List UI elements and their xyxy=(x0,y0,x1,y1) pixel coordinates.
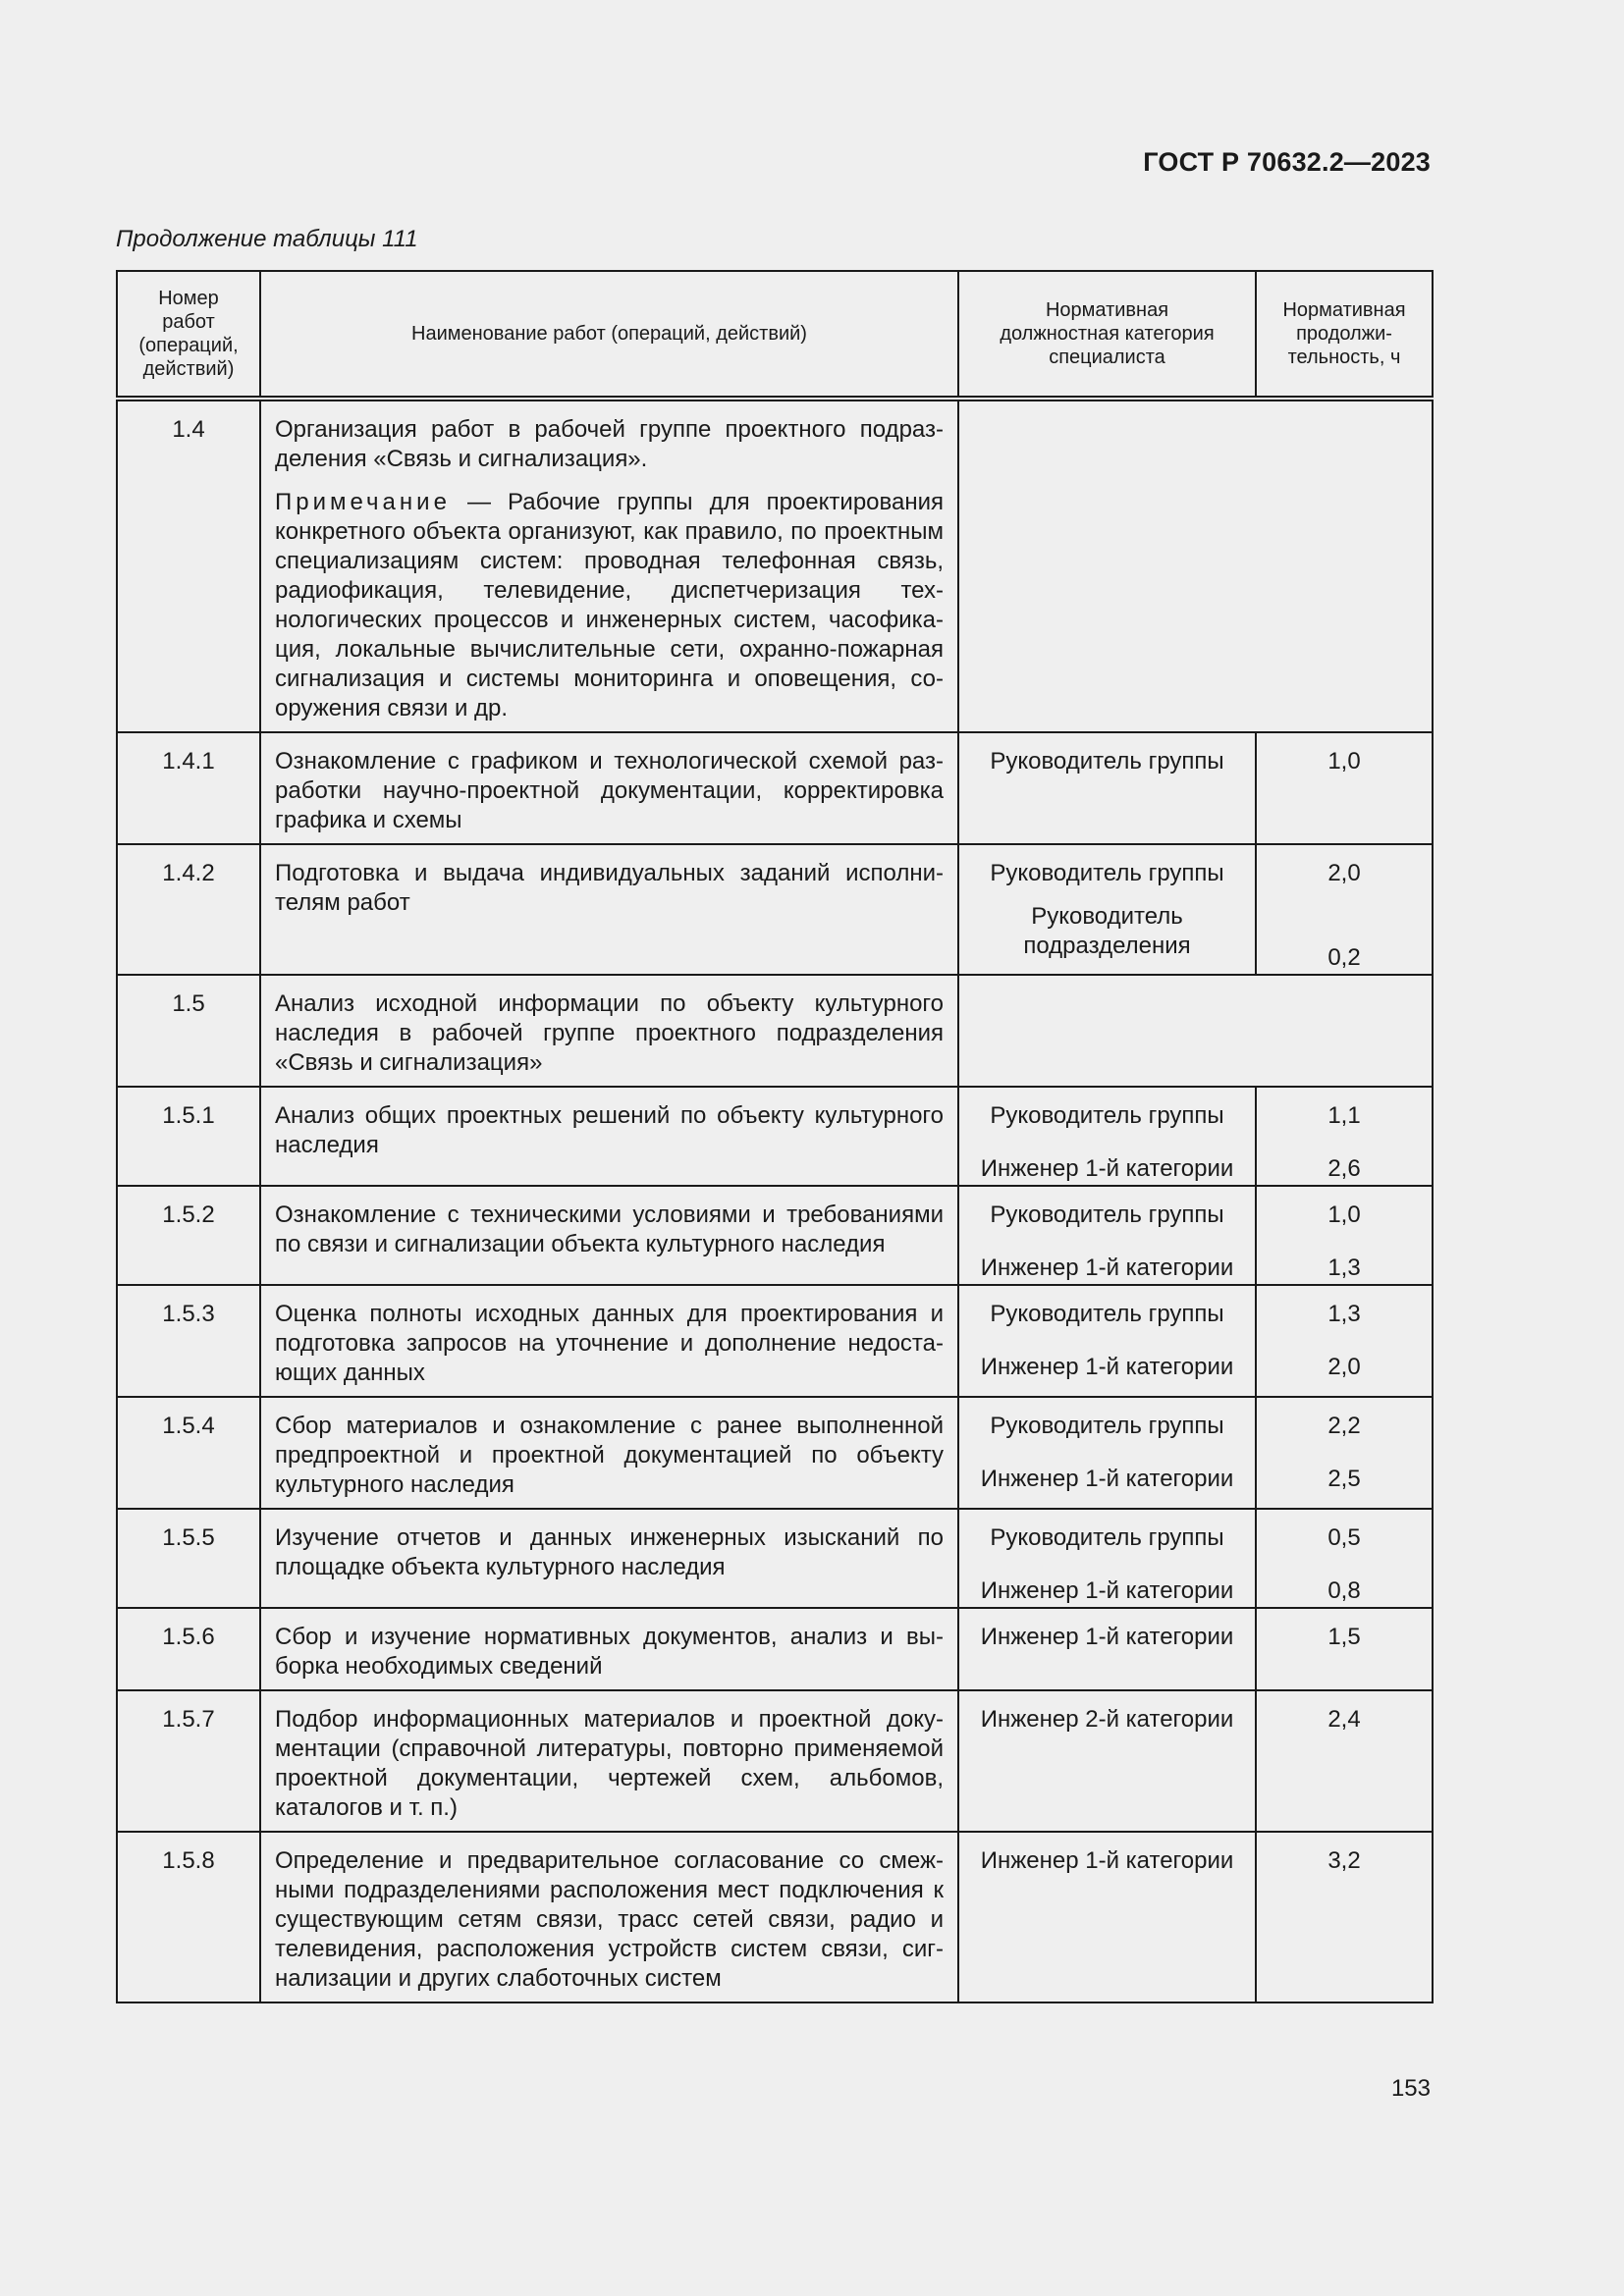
table-row xyxy=(117,1832,1433,2002)
row-duration: 0,5 0,8 xyxy=(1256,1509,1433,1608)
row-duration: 1,1 2,6 xyxy=(1256,1087,1433,1186)
row-duration: 1,5 xyxy=(1256,1608,1433,1690)
row-number: 1.5.8 xyxy=(117,1832,260,2002)
row-category: Руководитель группы xyxy=(958,732,1256,844)
table-row xyxy=(117,844,1433,975)
header-name: Наименование работ (операций, действий) xyxy=(260,271,958,399)
row-name: Подбор информационных материалов и проектной документации (справочной литературы, повторно применяемой проектной документации, чертежей схем, альбомов, каталогов и т. п.) xyxy=(260,1690,958,1832)
row-duration: 1,0 xyxy=(1256,732,1433,844)
table-row xyxy=(117,1285,1433,1397)
row-name: Определение и предварительное согласование со смежными подразделениями расположения мест подключения к существующим сетям связи, трасс сетей связи, радио и телевидения, расположения устройств систем связи, сигнализации и других слаботочных систем xyxy=(260,1832,958,2002)
document-code: ГОСТ Р 70632.2—2023 xyxy=(1143,147,1431,177)
row-category: Инженер 1-й категории xyxy=(958,1832,1256,2002)
row-duration: 1,3 2,0 xyxy=(1256,1285,1433,1397)
row-duration: 3,2 xyxy=(1256,1832,1433,2002)
table-row xyxy=(117,1186,1433,1285)
row-number: 1.5.6 xyxy=(117,1608,260,1690)
row-name: Организация работ в рабочей группе проектного подразделения «Связь и сигнализация». Примечание — Рабочие группы для проектирования конкретного объекта организуют, как правило, по проектным специализациям систем: проводная телефонная связь, радиофикация, телевидение, диспетчеризация технологических процессов и инженерных систем, часофикация, локальные вычислительные сети, охранно-пожарная сигнализация и системы мониторинга и оповещения, сооружения связи и др. xyxy=(260,399,958,732)
row-duration: 2,4 xyxy=(1256,1690,1433,1832)
row-category: Руководитель группы Инженер 1-й категории xyxy=(958,1186,1256,1285)
row-empty-cell xyxy=(958,975,1433,1087)
row-category: Руководитель группы Инженер 1-й категории xyxy=(958,1087,1256,1186)
row-name: Ознакомление с техническими условиями и требованиями по связи и сигнализации объекта культурного наследия xyxy=(260,1186,958,1285)
row-name: Анализ исходной информации по объекту культурного наследия в рабочей группе проектного подразделения «Связь и сигнализация» xyxy=(260,975,958,1087)
table-row xyxy=(117,1087,1433,1186)
row-number: 1.5.4 xyxy=(117,1397,260,1509)
row-duration: 1,0 1,3 xyxy=(1256,1186,1433,1285)
table-row xyxy=(117,732,1433,844)
row-category: Инженер 1-й категории xyxy=(958,1608,1256,1690)
row-number: 1.5.5 xyxy=(117,1509,260,1608)
row-name: Сбор материалов и ознакомление с ранее выполненной предпроектной и проектной документацией по объекту культурного наследия xyxy=(260,1397,958,1509)
table-row xyxy=(117,1690,1433,1832)
note-label: Примечание xyxy=(275,489,451,515)
row-category: Руководитель группы Инженер 1-й категории xyxy=(958,1285,1256,1397)
row-duration: 2,0 0,2 xyxy=(1256,844,1433,975)
table-row xyxy=(117,975,1433,1087)
row-category: Руководитель группы Руководитель подразделения xyxy=(958,844,1256,975)
header-category: Нормативная должностная категория специалиста xyxy=(958,271,1256,399)
row-name: Сбор и изучение нормативных документов, анализ и выборка необходимых сведений xyxy=(260,1608,958,1690)
row-name: Ознакомление с графиком и технологической схемой разработки научно-проектной документации, корректировка графика и схемы xyxy=(260,732,958,844)
row-name: Оценка полноты исходных данных для проектирования и подготовка запросов на уточнение и дополнение недостающих данных xyxy=(260,1285,958,1397)
row-number: 1.4.1 xyxy=(117,732,260,844)
row-number: 1.5.3 xyxy=(117,1285,260,1397)
work-norms-table xyxy=(116,270,1434,2003)
row-empty-cell xyxy=(958,399,1433,732)
row-name: Изучение отчетов и данных инженерных изысканий по площадке объекта культурного наследия xyxy=(260,1509,958,1608)
table-row xyxy=(117,1509,1433,1608)
row-note xyxy=(275,488,944,723)
note-text: — Рабочие группы для проектирования конкретного объекта организуют, как правило, по проектным специализациям систем: проводная телефонная связь, радиофикация, телевидение, диспетчеризация технологических процессов и инженерных систем, часофикация, локальные вычислительные сети, охранно-пожарная сигнализация и системы мониторинга и оповещения, сооружения связи и др. xyxy=(275,489,944,721)
row-number: 1.4.2 xyxy=(117,844,260,975)
header-duration: Нормативная продолжи- тельность, ч xyxy=(1256,271,1433,399)
row-name: Анализ общих проектных решений по объекту культурного наследия xyxy=(260,1087,958,1186)
row-duration: 2,2 2,5 xyxy=(1256,1397,1433,1509)
table-row xyxy=(117,1608,1433,1690)
row-number: 1.4 xyxy=(117,399,260,732)
table-continuation-caption: Продолжение таблицы 111 xyxy=(116,226,418,252)
table-header-row xyxy=(117,271,1433,399)
table-row xyxy=(117,1397,1433,1509)
page-number: 153 xyxy=(1390,2075,1431,2102)
row-name: Подготовка и выдача индивидуальных заданий исполнителям работ xyxy=(260,844,958,975)
row-category: Инженер 2-й категории xyxy=(958,1690,1256,1832)
row-number: 1.5.1 xyxy=(117,1087,260,1186)
row-category: Руководитель группы Инженер 1-й категории xyxy=(958,1509,1256,1608)
row-number: 1.5.2 xyxy=(117,1186,260,1285)
row-number: 1.5 xyxy=(117,975,260,1087)
table-row xyxy=(117,399,1433,732)
header-number: Номер работ (операций, действий) xyxy=(117,271,260,399)
row-category: Руководитель группы Инженер 1-й категории xyxy=(958,1397,1256,1509)
row-number: 1.5.7 xyxy=(117,1690,260,1832)
